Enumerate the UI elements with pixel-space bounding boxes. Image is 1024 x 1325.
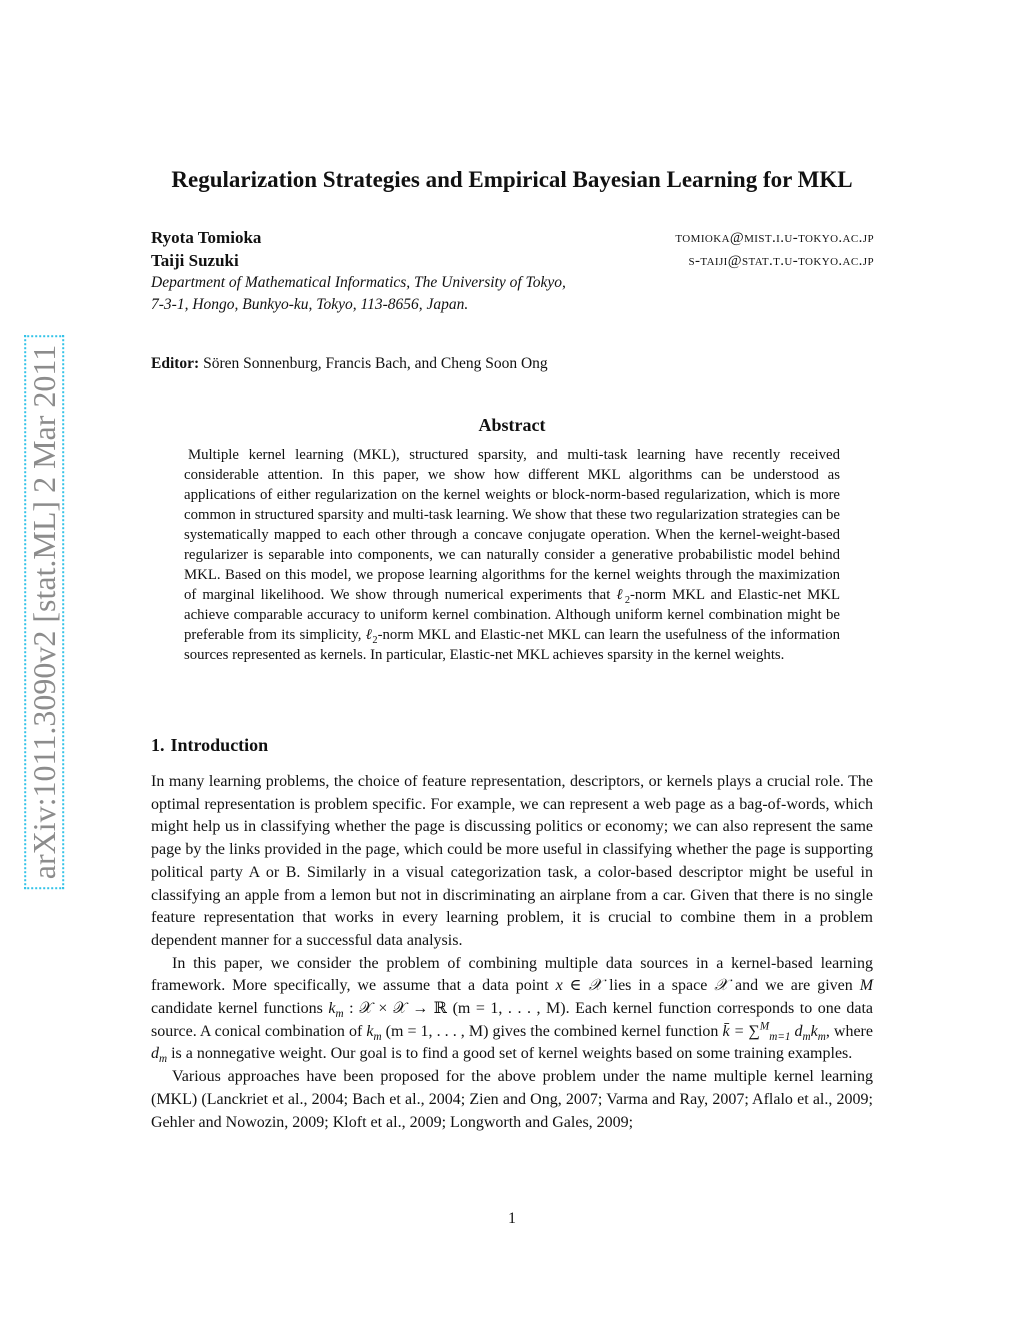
affiliation-line: 7-3-1, Hongo, Bunkyo-ku, Tokyo, 113-8656, Japan. xyxy=(151,296,469,313)
math-inline: $d_m$ xyxy=(151,1045,168,1066)
section-heading xyxy=(151,735,268,756)
math-inline: M xyxy=(859,977,874,995)
author-email: s-taiji@stat.t.u-tokyo.ac.jp xyxy=(688,253,874,269)
paragraph: In this paper, we consider the problem of combining multiple data sources in a kernel-based learning framework. More specifically, we assume that a data point x ∈ 𝒳 lies in a space 𝒳 and we are given M candidate kernel functions $k_m$ : 𝒳 × 𝒳 → ℝ (m = 1, . . . , M). Each kernel function corresponds to one data source. A conical combination of $k_m$ (m = 1, . . . , M) gives the combined kernel function k̄ = ∑$^M_{m=1}$ $d_mk_m$, where $d_m$ is a nonnegative weight. Our goal is to find a good set of kernel weights based on some training examples. xyxy=(151,954,874,1066)
math-inline: $k_m$ xyxy=(328,1000,344,1021)
abstract-text: -norm MKL and Elastic-net MKL achieve comparable accuracy to uniform kernel combination. Although uniform kernel combination might be preferable from its simplicity, xyxy=(184,587,840,643)
editor-names: Sören Sonnenburg, Francis Bach, and Cheng Soon Ong xyxy=(203,355,548,372)
editor-label: Editor: xyxy=(151,355,200,372)
math-subscript: 2 xyxy=(372,634,378,646)
math-inline: 𝒳 xyxy=(714,977,729,995)
abstract-text: -norm MKL and Elastic-net MKL can learn the usefulness of the information sources represented as kernels. In particular, Elastic-net MKL achieves sparsity in the kernel weights. xyxy=(184,627,840,663)
author-email: tomioka@mist.i.u-tokyo.ac.jp xyxy=(675,230,874,246)
section-number: 1. xyxy=(151,735,165,755)
math-inline: k̄ = ∑$^M_{m=1}$ $d_mk_m$ xyxy=(722,1020,826,1043)
editor-line xyxy=(151,355,548,373)
author-name: Taiji Suzuki xyxy=(151,251,239,270)
section-title: Introduction xyxy=(170,735,269,755)
arxiv-identifier: arXiv:1011.3090v2 [stat.ML] 2 Mar 2011 xyxy=(24,335,64,889)
math-inline: x ∈ 𝒳 xyxy=(555,977,603,995)
math-symbol: ℓ xyxy=(616,587,625,603)
abstract-text: Multiple kernel learning (MKL), structured sparsity, and multi-task learning have recently received considerable attention. In this paper, we show how different MKL algorithms can be understood as applications of either regularization on the kernel weights or block-norm-based regularization, which is more common in structured sparsity and multi-task learning. We show that these two regularization strategies can be systematically mapped to each other through a concave conjugate operation. When the kernel-weight-based regularizer is separable into components, we can naturally consider a generative probabilistic model behind MKL. Based on this model, we propose learning algorithms for the kernel weights through the maximization of marginal likelihood. We show through numerical experiments that xyxy=(184,447,840,603)
math-inline: (m = 1, . . . , M) xyxy=(385,1022,489,1040)
paragraph: In many learning problems, the choice of feature representation, descriptors, or kernels plays a crucial role. The optimal representation is problem specific. For example, we can represent a web page as a bag-of-words, which might help us in classifying whether the page is discussing politics or economy; we can also represent the same page by the links provided in the page, which could be more useful in classifying whether the page is supporting political party A or B. Similarly in a visual categorization task, a color-based descriptor might be useful in classifying an apple from a lemon but not in discriminating an airplane from a car. Given that there is no single feature representation that works in every learning problem, it is crucial to combine them in a problem dependent manner for a successful data analysis. xyxy=(151,773,873,949)
abstract-body xyxy=(184,445,840,665)
math-subscript: 2 xyxy=(624,594,630,606)
math-symbol: ℓ xyxy=(365,627,373,643)
abstract-heading: Abstract xyxy=(478,415,546,435)
author-name: Ryota Tomioka xyxy=(151,228,262,247)
paper-title: Regularization Strategies and Empirical Bayesian Learning for MKL xyxy=(171,167,853,192)
math-inline: $k_m$ xyxy=(366,1022,382,1043)
affiliation-line: Department of Mathematical Informatics, The University of Tokyo, xyxy=(151,274,566,291)
introduction-body xyxy=(151,771,873,1134)
math-inline: : 𝒳 × 𝒳 → ℝ (m = 1, . . . , M). xyxy=(349,1000,570,1018)
page-number: 1 xyxy=(508,1210,516,1227)
paragraph: Various approaches have been proposed for the above problem under the name multiple kernel learning (MKL) (Lanckriet et al., 2004; Bach et al., 2004; Zien and Ong, 2007; Varma and Ray, 2007; Aflalo et al., 2009; Gehler and Nowozin, 2009; Kloft et al., 2009; Longworth and Gales, 2009; xyxy=(151,1068,873,1131)
